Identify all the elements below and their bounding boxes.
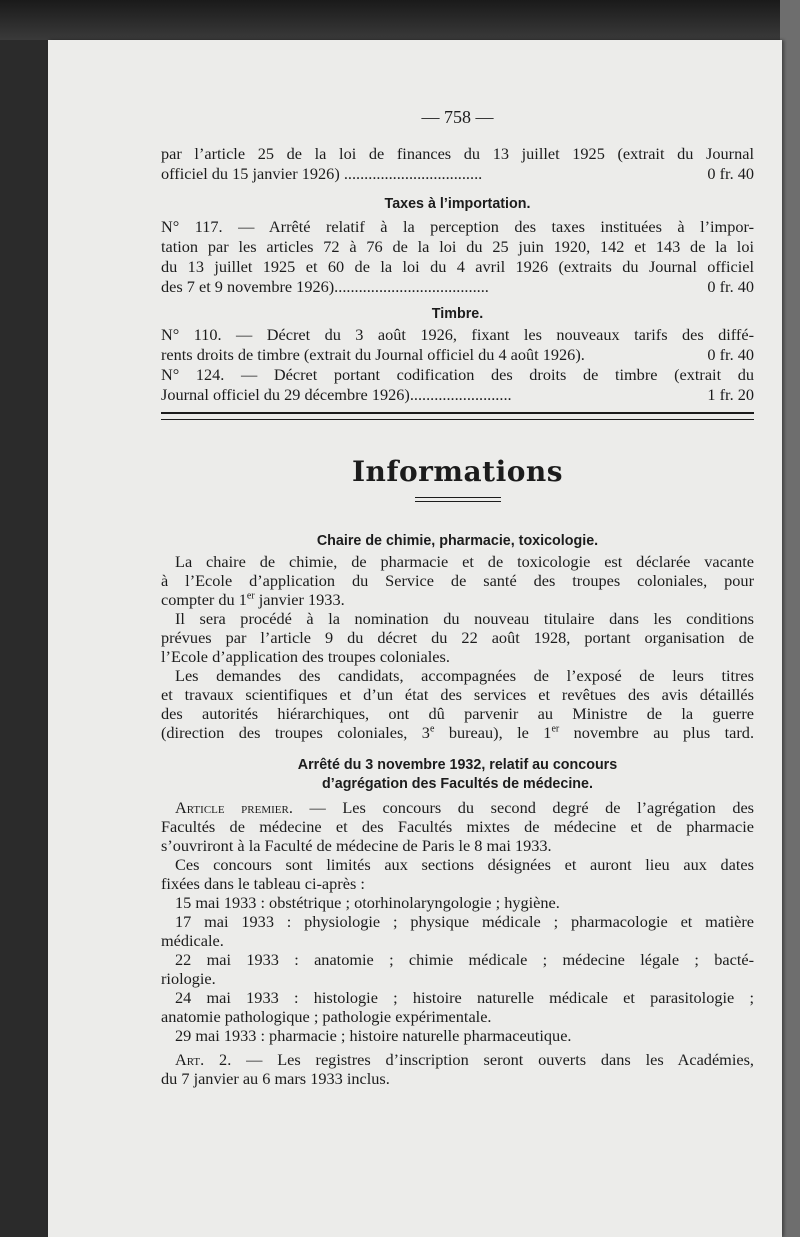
body-line [161, 1050, 754, 1070]
body-line: à l’Ecole d’application du Service de santé des troupes coloniales, pour [161, 571, 754, 590]
body-line: s’ouvriront à la Faculté de médecine de Paris le 8 mai 1933. [161, 836, 552, 855]
section-heading: Timbre. [431, 306, 484, 322]
body-line: prévues par l’article 9 du décret du 22 août 1928, portant organisation de [161, 628, 754, 647]
body-line: N° 117. — Arrêté relatif à la perception des taxes instituées à l’impor- [161, 217, 754, 236]
body-line-with-price [161, 164, 754, 184]
price: 0 fr. 40 [707, 164, 754, 183]
section-heading: d’agrégation des Facultés de médecine. [322, 776, 593, 792]
body-line: N° 124. — Décret portant codification des droits de timbre (extrait du [161, 365, 754, 384]
body-line: des autorités hiérarchiques, ont dû parvenir au Ministre de la guerre [161, 704, 754, 723]
date-line: 17 mai 1933 : physiologie ; physique médicale ; pharmacologie et matière [175, 912, 754, 931]
body-text: Les concours du second degré de l’agrégation des [342, 798, 755, 817]
title-underline [415, 501, 501, 502]
divider-rule [161, 419, 754, 420]
body-line: l’Ecole d’application des troupes coloniales. [161, 647, 450, 666]
price: 1 fr. 20 [707, 385, 754, 404]
body-line: fixées dans le tableau ci-après : [161, 874, 365, 893]
body-line: et travaux scientifiques et d’un état des services et revêtues des avis détaillés [161, 685, 754, 704]
body-text: — Les registres d’inscription seront ouverts dans les Académies, [246, 1050, 754, 1069]
informations-title: Informations [351, 455, 564, 488]
leader-dots: .................................. [339, 164, 483, 183]
body-line: Facultés de médecine et des Facultés mixtes de médecine et de pharmacie [161, 817, 754, 836]
body-text: rents droits de timbre (extrait du Journal officiel du 4 août 1926). [161, 345, 585, 364]
title-underline [415, 497, 501, 498]
body-line-with-price [161, 385, 754, 405]
body-line: compter du 1er janvier 1933. [161, 590, 345, 609]
date-line: 22 mai 1933 : anatomie ; chimie médicale ; médecine légale ; bacté- [175, 950, 754, 969]
date-line: 29 mai 1933 : pharmacie ; histoire naturelle pharmaceutique. [175, 1026, 572, 1045]
body-line: tation par les articles 72 à 76 de la loi du 25 juin 1920, 142 et 143 de la loi [161, 237, 754, 256]
divider-rule [161, 412, 754, 414]
date-line: anatomie pathologique ; pathologie expérimentale. [161, 1007, 492, 1026]
scan-background-top [0, 0, 800, 40]
body-line-with-price [161, 345, 754, 365]
leader-dots: ......................... [409, 385, 512, 404]
date-line: 15 mai 1933 : obstétrique ; otorhinolaryngologie ; hygiène. [175, 893, 560, 912]
document-page [48, 40, 782, 1237]
body-text: des 7 et 9 novembre 1926) [161, 277, 335, 296]
body-line: N° 110. — Décret du 3 août 1926, fixant les nouveaux tarifs des diffé- [161, 325, 754, 344]
date-line: 24 mai 1933 : histologie ; histoire naturelle médicale et parasitologie ; [175, 988, 754, 1007]
body-line: du 13 juillet 1925 et 60 de la loi du 4 avril 1926 (extraits du Journal officiel [161, 257, 754, 276]
body-line: (direction des troupes coloniales, 3e bureau), le 1er novembre au plus tard. [161, 723, 755, 742]
body-line: Ces concours sont limités aux sections désignées et auront lieu aux dates [175, 855, 754, 874]
date-line: médicale. [161, 931, 224, 950]
article-label: Art. 2. [175, 1050, 232, 1069]
body-line: Article premier. — Les concours du second degré de l’agrégation des [175, 798, 755, 817]
article-label: Article premier. [175, 798, 293, 817]
body-text: officiel du 15 janvier 1926) [161, 164, 340, 183]
scan-background-right [780, 0, 800, 1237]
date-line: riologie. [161, 969, 216, 988]
body-line-with-price [161, 277, 754, 297]
body-line: La chaire de chimie, de pharmacie et de toxicologie est déclarée vacante [175, 552, 754, 571]
price: 0 fr. 40 [707, 345, 754, 364]
body-line: Il sera procédé à la nomination du nouveau titulaire dans les conditions [175, 609, 754, 628]
body-line: par l’article 25 de la loi de finances du 13 juillet 1925 (extrait du Journal [161, 144, 754, 163]
page-number: — 758 — [421, 107, 494, 127]
section-heading: Chaire de chimie, pharmacie, toxicologie. [316, 533, 599, 549]
leader-dots: ...................................... [334, 277, 489, 296]
body-line: Les demandes des candidats, accompagnées de l’exposé de leurs titres [175, 666, 754, 685]
section-heading: Taxes à l’importation. [384, 196, 531, 212]
body-text: Journal officiel du 29 décembre 1926) [161, 385, 410, 404]
section-heading: Arrêté du 3 novembre 1932, relatif au concours [297, 757, 618, 773]
body-line: du 7 janvier au 6 mars 1933 inclus. [161, 1069, 390, 1088]
price: 0 fr. 40 [707, 277, 754, 296]
